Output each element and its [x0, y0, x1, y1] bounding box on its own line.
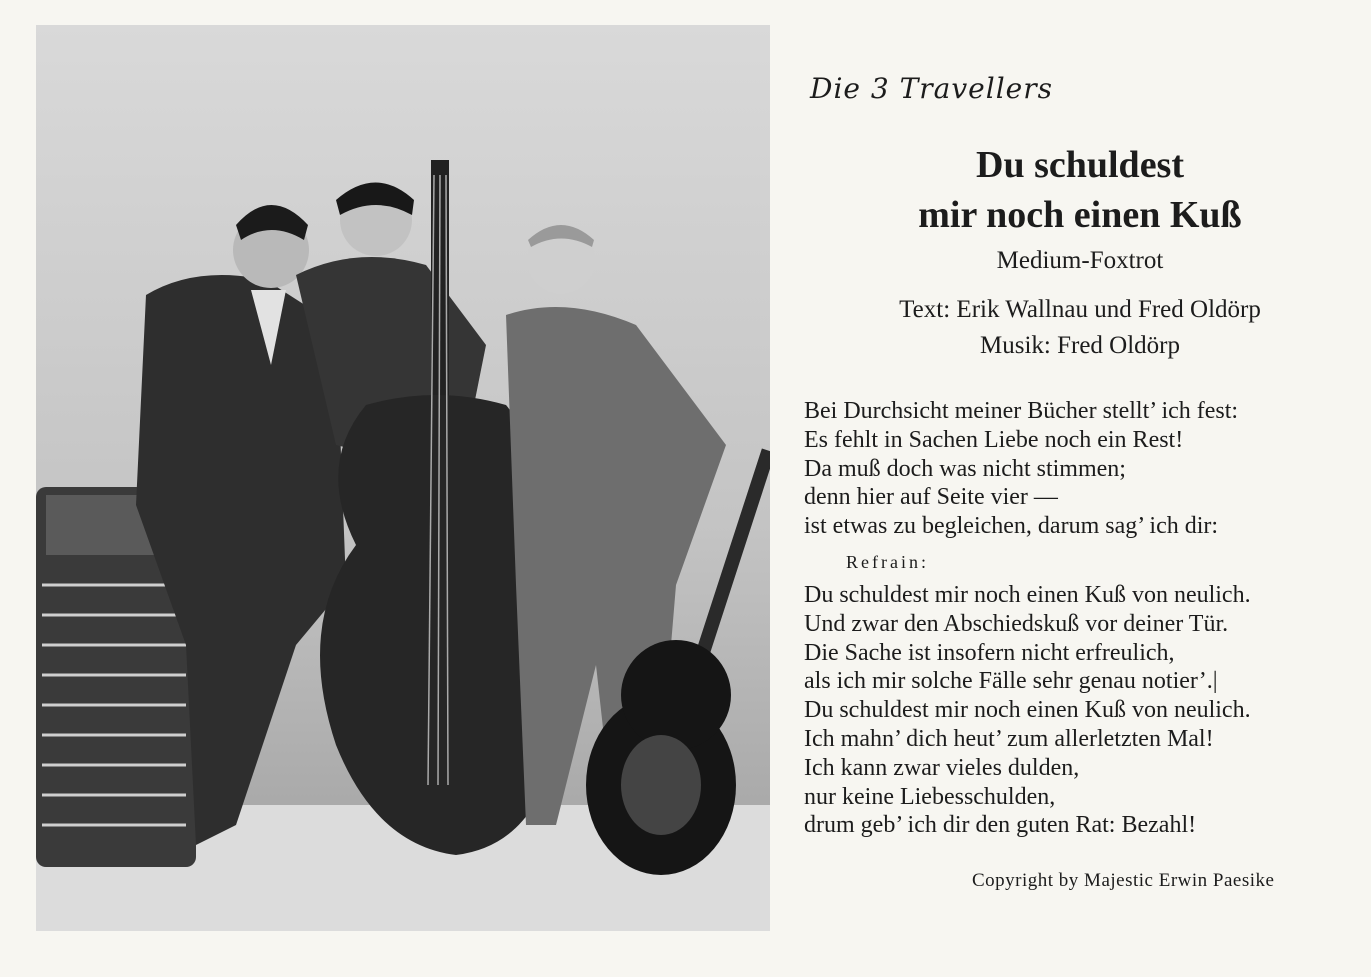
- refrain-line: drum geb’ ich dir den guten Rat: Bezahl!: [804, 812, 1197, 839]
- refrain-line: Ich mahn’ dich heut’ zum allerletzten Mal!: [804, 725, 1214, 752]
- refrain-line: Du schuldest mir noch einen Kuß von neulich.: [804, 697, 1251, 724]
- band-name-text: Die 3 Travellers: [810, 72, 1053, 105]
- band-photo-illustration: [36, 25, 770, 931]
- refrain-line: nur keine Liebesschulden,: [804, 783, 1056, 810]
- refrain: [804, 581, 1251, 840]
- refrain-line: Du schuldest mir noch einen Kuß von neulich.: [804, 582, 1251, 608]
- song-title: [810, 140, 1350, 240]
- music-credit: Musik: Fred Oldörp: [980, 332, 1180, 359]
- refrain-label: Refrain:: [846, 552, 929, 572]
- band-photo: [36, 25, 770, 931]
- refrain-line: Die Sache ist insofern nicht erfreulich,: [804, 639, 1175, 666]
- lyrics-credit: Text: Erik Wallnau und Fred Oldörp: [899, 296, 1261, 323]
- verse-line: denn hier auf Seite vier —: [804, 484, 1058, 511]
- verse-line: Es fehlt in Sachen Liebe noch ein Rest!: [804, 426, 1184, 453]
- refrain-line: Und zwar den Abschiedskuß vor deiner Tür.: [804, 610, 1229, 637]
- genre-label: Medium-Foxtrot: [996, 247, 1164, 274]
- refrain-line: als ich mir solche Fälle sehr genau notier’.|: [804, 668, 1218, 695]
- verse-line: Bei Durchsicht meiner Bücher stellt’ ich fest:: [804, 398, 1239, 424]
- verse-line: Da muß doch was nicht stimmen;: [804, 455, 1126, 482]
- song-title-line-1: Du schuldest: [976, 144, 1184, 186]
- refrain-line: Ich kann zwar vieles dulden,: [804, 754, 1080, 781]
- band-name: [810, 72, 1370, 105]
- copyright-notice: Copyright by Majestic Erwin Paesike: [972, 870, 1275, 891]
- song-title-line-2: mir noch einen Kuß: [918, 194, 1242, 236]
- verse: [804, 397, 1238, 541]
- verse-line: ist etwas zu begleichen, darum sag’ ich dir:: [804, 513, 1219, 540]
